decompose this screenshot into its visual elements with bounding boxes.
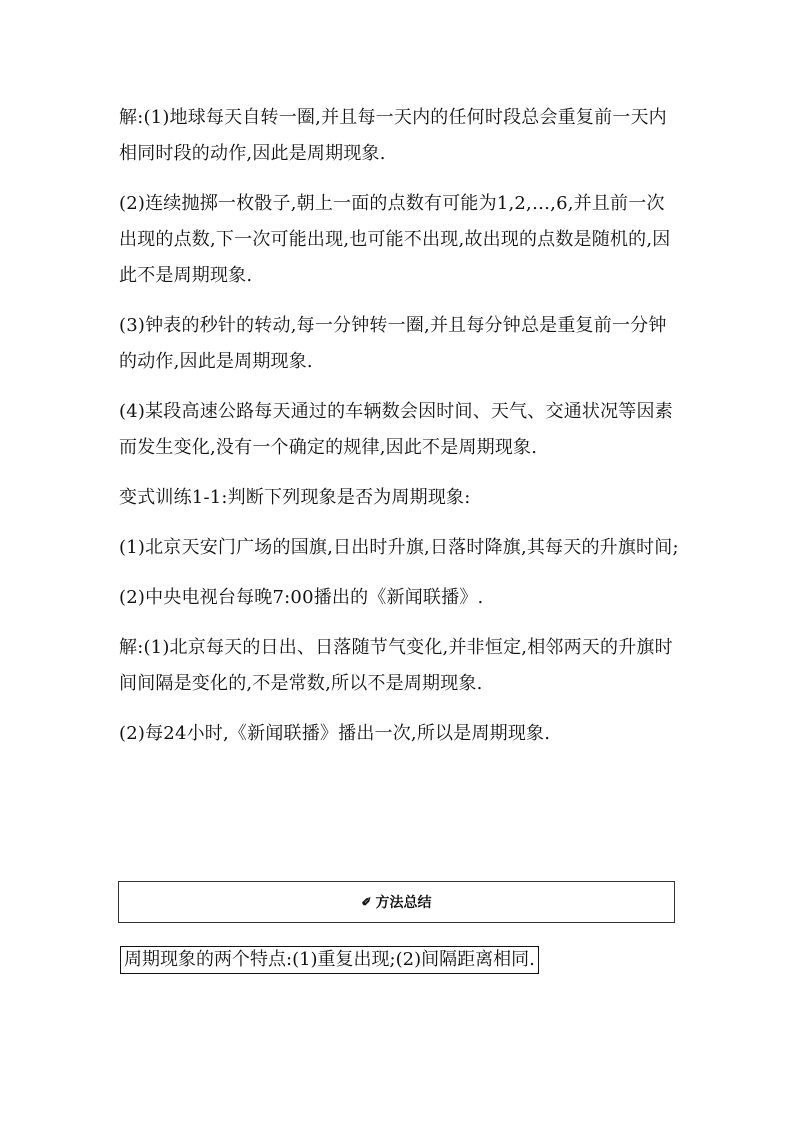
exercise-solution-1: 解:(1)北京每天的日出、日落随节气变化,并非恒定,相邻两天的升旗时间间隔是变化的,不是常数,所以不是周期现象.	[119, 637, 673, 694]
method-summary-title: 方法总结	[375, 895, 432, 911]
document-body	[119, 100, 679, 766]
exercise-item-2: (2)中央电视台每晚7:00播出的《新闻联播》.	[119, 587, 484, 608]
method-summary-box	[118, 881, 675, 923]
exercise-item-1: (1)北京天安门广场的国旗,日出时升旗,日落时降旗,其每天的升旗时间;	[119, 537, 679, 558]
exercise-heading: 变式训练1-1:判断下列现象是否为周期现象:	[119, 487, 471, 508]
solution-paragraph-1: 解:(1)地球每天自转一圈,并且每一天内的任何时段总会重复前一天内相同时段的动作,因此是周期现象.	[119, 107, 667, 164]
solution-paragraph-4: (4)某段高速公路每天通过的车辆数会因时间、天气、交通状况等因素而发生变化,没有一个确定的规律,因此不是周期现象.	[119, 401, 673, 458]
exercise-solution-2: (2)每24小时,《新闻联播》播出一次,所以是周期现象.	[119, 723, 551, 744]
solution-paragraph-2: (2)连续抛掷一枚骰子,朝上一面的点数有可能为1,2,…,6,并且前一次出现的点数,下一次可能出现,也可能不出现,故出现的点数是随机的,因此不是周期现象.	[119, 193, 671, 286]
pen-icon: ✐	[361, 895, 372, 909]
summary-text-box: 周期现象的两个特点:(1)重复出现;(2)间隔距离相同.	[120, 946, 539, 974]
solution-paragraph-3: (3)钟表的秒针的转动,每一分钟转一圈,并且每分钟总是重复前一分钟的动作,因此是周期现象.	[119, 315, 667, 372]
